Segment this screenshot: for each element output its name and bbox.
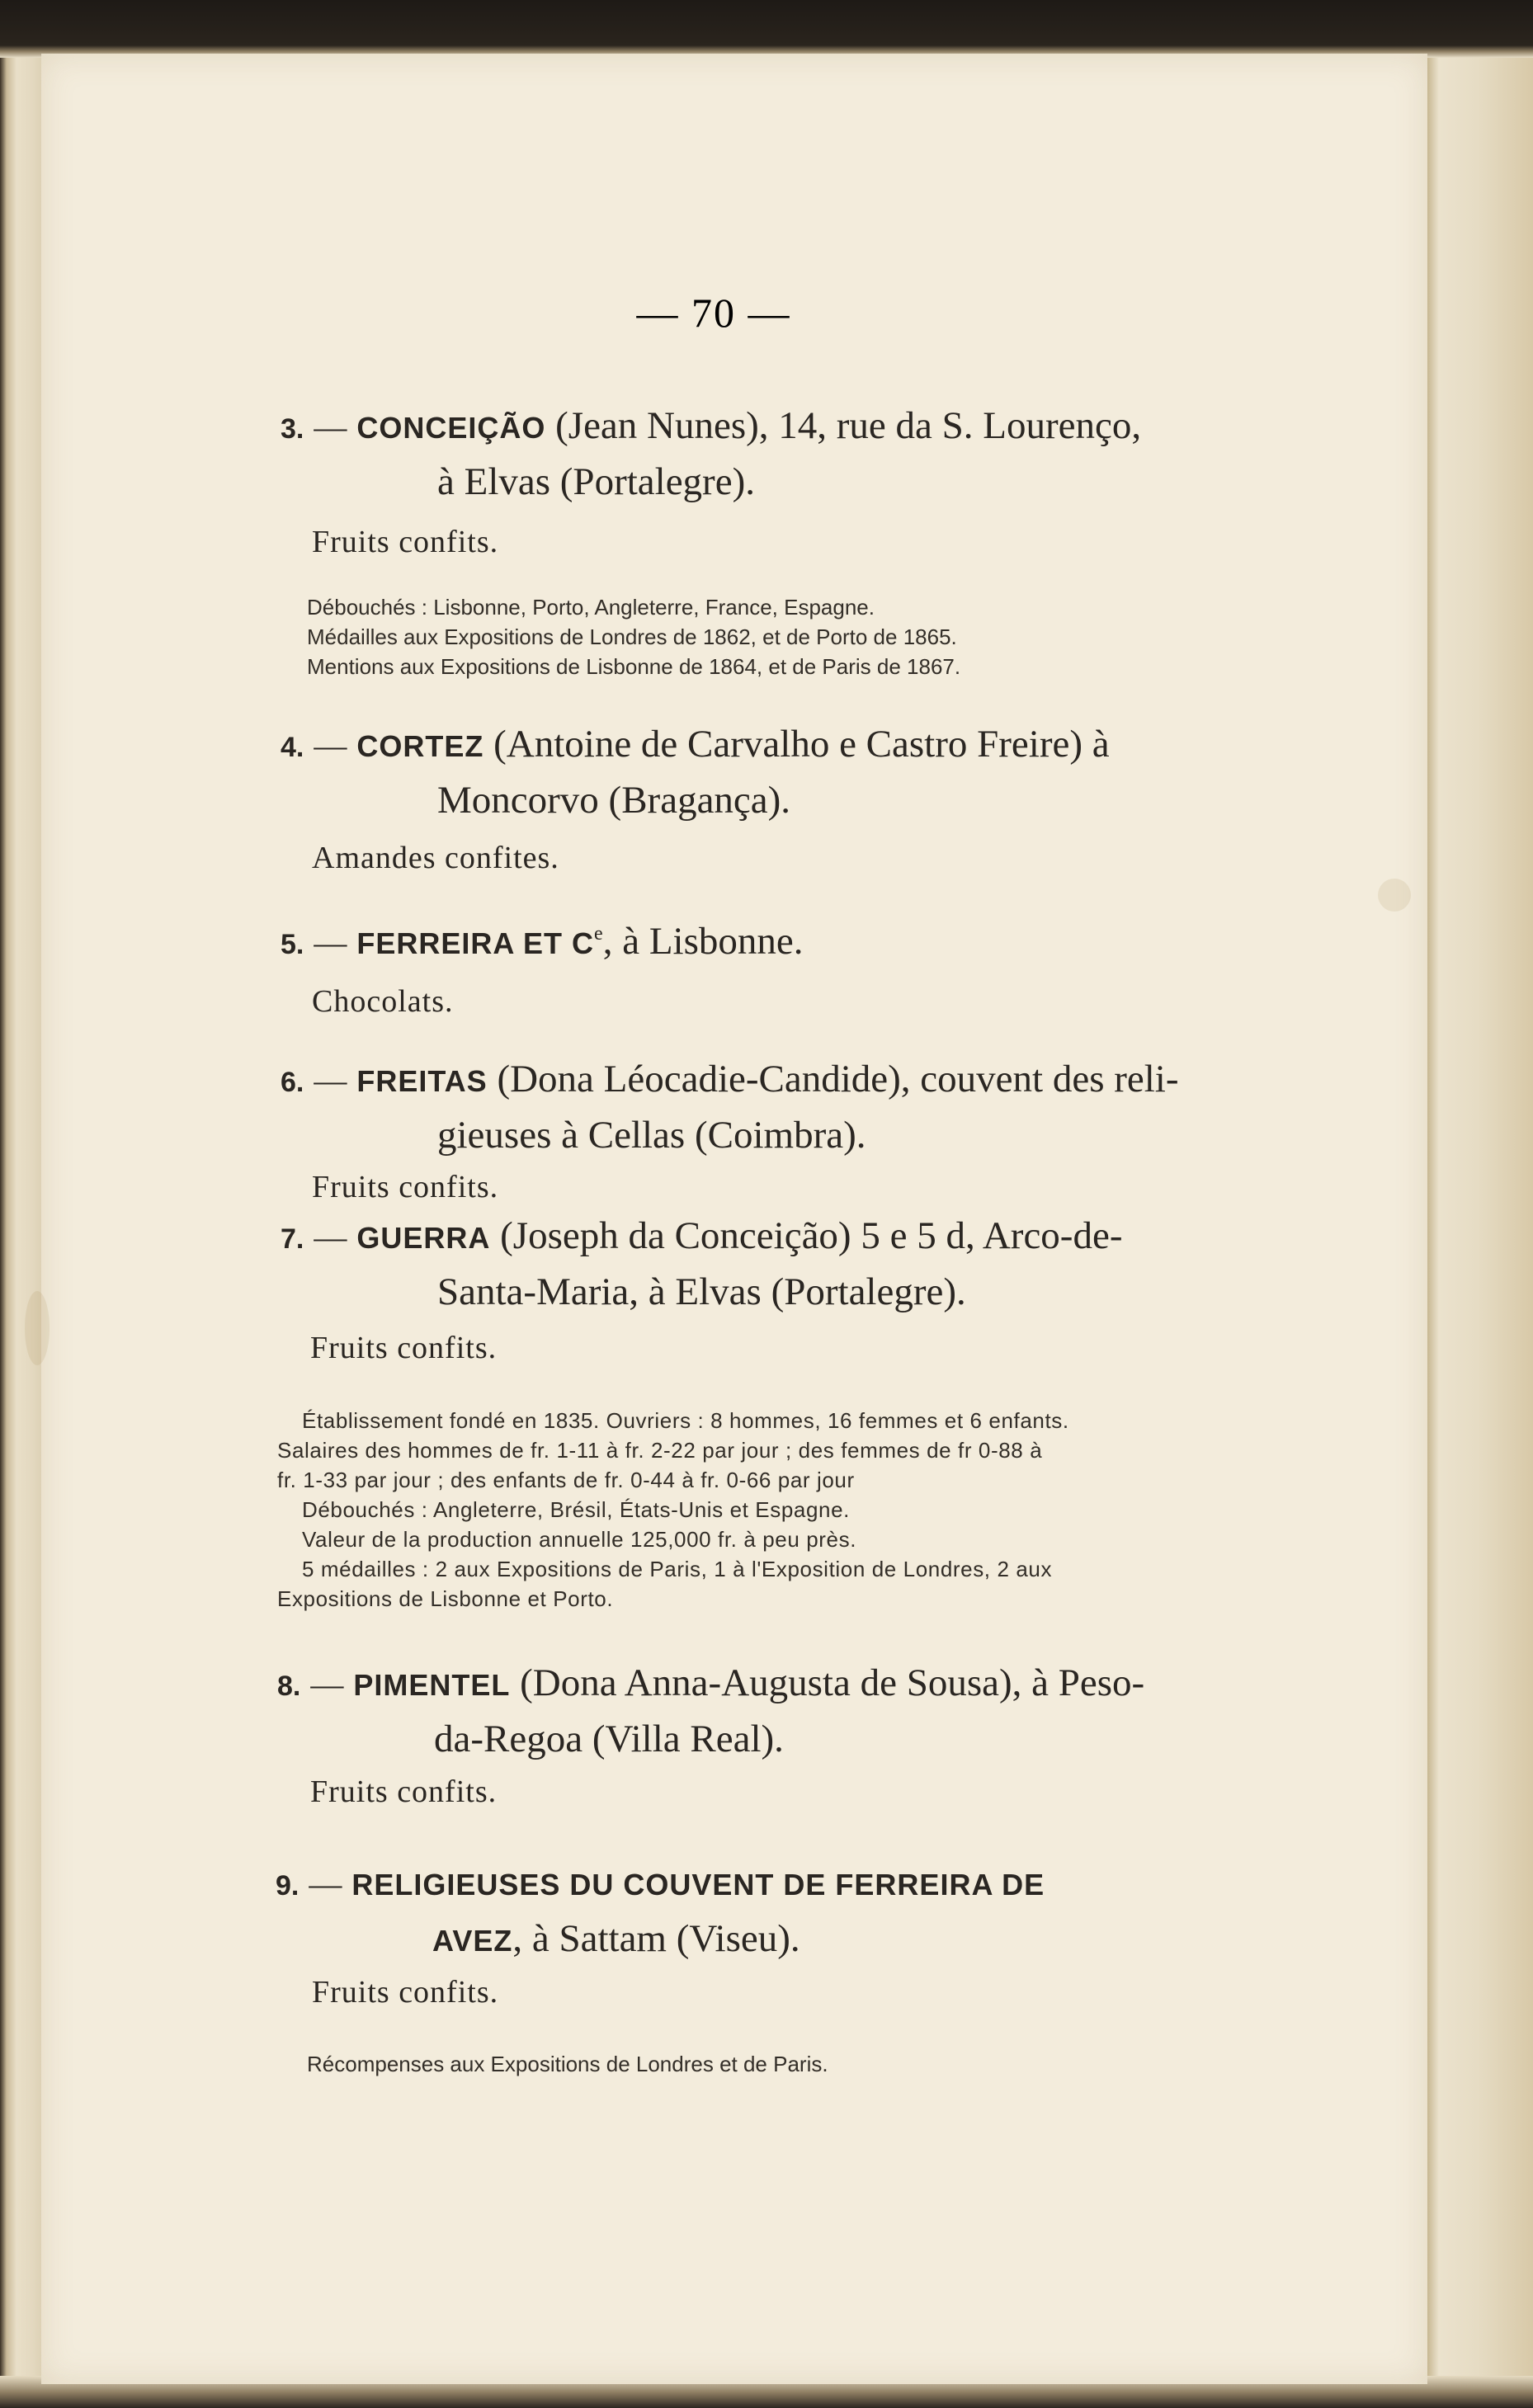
entry-number: 6. <box>281 1067 304 1098</box>
entry-name: FERREIRA ET C <box>356 926 595 960</box>
entry-number: 4. <box>281 732 304 763</box>
paper-stain <box>25 1291 50 1365</box>
entry-8-heading <box>277 1656 1144 1765</box>
entry-address-continued: à Elvas (Portalegre). <box>437 460 755 503</box>
entry-9-heading <box>276 1856 1045 1967</box>
page-number: — 70 — <box>636 290 791 336</box>
entry-name: RELIGIEUSES DU COUVENT DE FERREIRA DE <box>351 1868 1045 1901</box>
entry-dash: — <box>310 1666 344 1703</box>
entry-dash: — <box>314 924 347 961</box>
entry-9-notes <box>307 2049 828 2079</box>
entry-number: 7. <box>281 1223 304 1255</box>
entry-name: FREITAS <box>356 1064 488 1098</box>
entry-6-heading <box>281 1053 1179 1162</box>
entry-3-product: Fruits confits. <box>312 525 499 559</box>
entry-5-heading <box>281 907 803 971</box>
entry-address: (Joseph da Conceição) 5 e 5 d, Arco-de- <box>490 1214 1123 1257</box>
entry-name-continued: AVEZ <box>432 1924 513 1958</box>
entry-address: (Jean Nunes), 14, rue da S. Lourenço, <box>545 404 1142 447</box>
note-line: Récompenses aux Expositions de Londres et de Paris. <box>307 2052 828 2076</box>
entry-number: 9. <box>276 1870 300 1901</box>
page-top-edge <box>0 0 1533 58</box>
note-line: fr. 1-33 par jour ; des enfants de fr. 0-44 à fr. 0-66 par jour <box>277 1468 855 1492</box>
entry-7-notes <box>277 1406 1069 1614</box>
entry-address: (Dona Anna-Augusta de Sousa), à Peso- <box>510 1661 1145 1704</box>
note-line: Débouchés : Lisbonne, Porto, Angleterre, France, Espagne. <box>307 595 875 620</box>
note-line: 5 médailles : 2 aux Expositions de Paris, 1 à l'Exposition de Londres, 2 aux <box>302 1557 1053 1581</box>
note-line: Mentions aux Expositions de Lisbonne de 1864, et de Paris de 1867. <box>307 654 961 679</box>
entry-dash: — <box>314 1218 347 1256</box>
entry-7-product: Fruits confits. <box>310 1331 498 1365</box>
entry-address: (Antoine de Carvalho e Castro Freire) à <box>483 723 1110 766</box>
entry-dash: — <box>309 1865 342 1902</box>
entry-name-superscript: e <box>594 923 603 945</box>
entry-dash: — <box>314 727 347 764</box>
entry-8-product: Fruits confits. <box>310 1774 498 1809</box>
note-line: Médailles aux Expositions de Londres de 1862, et de Porto de 1865. <box>307 624 957 649</box>
note-line: Expositions de Lisbonne et Porto. <box>277 1586 614 1611</box>
entry-name: CONCEIÇÃO <box>356 411 546 445</box>
entry-address: (Dona Léocadie-Candide), couvent des reli- <box>487 1058 1179 1100</box>
entry-4-product: Amandes confites. <box>312 841 559 875</box>
entry-6-product: Fruits confits. <box>312 1170 499 1204</box>
entry-dash: — <box>314 408 347 445</box>
entry-number: 8. <box>277 1671 301 1702</box>
note-line: Valeur de la production annuelle 125,000 fr. à peu près. <box>302 1527 857 1552</box>
entry-number: 3. <box>281 413 304 445</box>
entry-name-continued-line <box>276 1912 1045 1967</box>
entry-address-continued: Santa-Maria, à Elvas (Portalegre). <box>437 1270 966 1313</box>
note-line: Salaires des hommes de fr. 1-11 à fr. 2-22 par jour ; des femmes de fr 0-88 à <box>277 1438 1043 1463</box>
note-line: Établissement fondé en 1835. Ouvriers : 8 hommes, 16 femmes et 6 enfants. <box>302 1408 1069 1433</box>
entry-address: , à Lisbonne. <box>602 920 804 963</box>
page-right-edge <box>1427 58 1533 2408</box>
paper-stain <box>1378 879 1411 912</box>
note-line: Débouchés : Angleterre, Brésil, États-Unis et Espagne. <box>302 1497 850 1522</box>
entry-number: 5. <box>281 929 304 960</box>
entry-3-heading <box>281 399 1141 508</box>
entry-address-continued: Moncorvo (Bragança). <box>437 779 791 822</box>
entry-name: PIMENTEL <box>353 1668 511 1702</box>
entry-3-notes <box>307 592 960 681</box>
entry-4-heading <box>281 718 1110 827</box>
entry-address-continued: da-Regoa (Villa Real). <box>434 1718 784 1760</box>
entry-7-heading <box>281 1209 1122 1318</box>
entry-name: CORTEZ <box>356 729 484 763</box>
entry-address-continued: , à Sattam (Viseu). <box>512 1917 800 1960</box>
entry-5-product: Chocolats. <box>312 984 454 1019</box>
entry-name: GUERRA <box>356 1221 491 1255</box>
entry-address-continued: gieuses à Cellas (Coimbra). <box>437 1114 866 1157</box>
entry-dash: — <box>314 1062 347 1099</box>
entry-9-product: Fruits confits. <box>312 1975 499 2010</box>
